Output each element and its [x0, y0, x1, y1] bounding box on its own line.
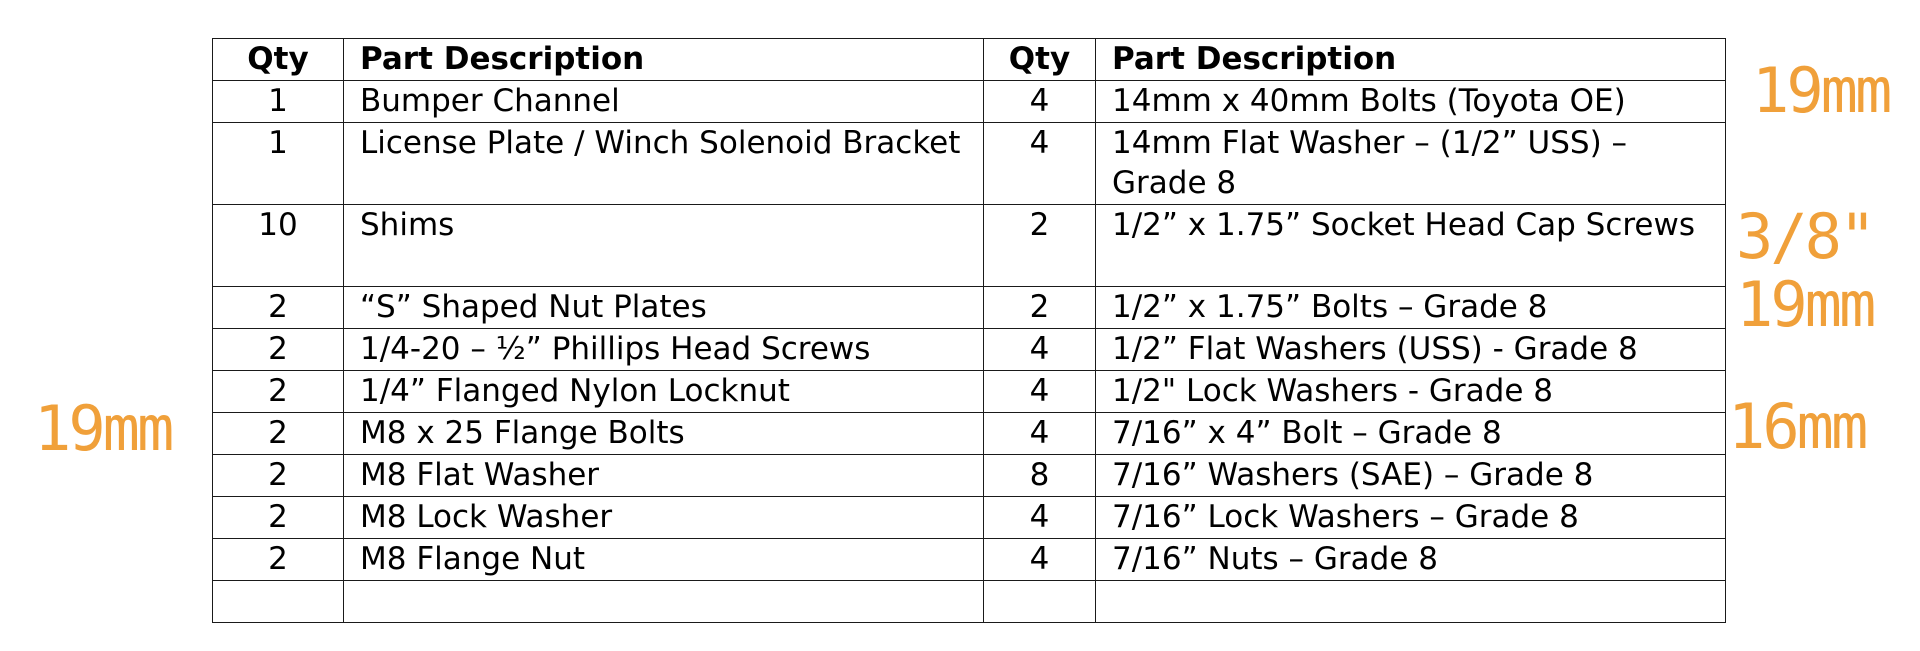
part-description-cell-right: 7/16” Lock Washers – Grade 8: [1096, 497, 1726, 539]
table-row: [213, 539, 1726, 581]
part-description-cell-left: M8 x 25 Flange Bolts: [344, 413, 984, 455]
part-description-cell-left-empty: [344, 581, 984, 623]
part-description-cell-left: M8 Flat Washer: [344, 455, 984, 497]
qty-cell-right: 4: [984, 497, 1096, 539]
part-description-cell-right: 7/16” x 4” Bolt – Grade 8: [1096, 413, 1726, 455]
qty-cell-left: 2: [213, 329, 344, 371]
qty-cell-right: 4: [984, 371, 1096, 413]
qty-cell-right: 4: [984, 413, 1096, 455]
part-description-cell-left: Shims: [344, 205, 984, 287]
size-annotation-right-19mm-top: 19mm: [1752, 54, 1890, 127]
qty-cell-right: 4: [984, 539, 1096, 581]
table-row: [213, 123, 1726, 205]
part-description-cell-right: 1/2" Lock Washers - Grade 8: [1096, 371, 1726, 413]
table-row: [213, 329, 1726, 371]
size-annotation-right-16mm: 16mm: [1728, 390, 1866, 463]
table-row: [213, 205, 1726, 287]
qty-cell-right: 4: [984, 81, 1096, 123]
size-annotation-left-19mm: 19mm: [34, 392, 172, 465]
qty-cell-right: 4: [984, 329, 1096, 371]
part-description-cell-right: 7/16” Washers (SAE) – Grade 8: [1096, 455, 1726, 497]
qty-cell-left-empty: [213, 581, 344, 623]
part-description-cell-left: M8 Flange Nut: [344, 539, 984, 581]
size-annotation-right-3-8-inch: 3/8": [1736, 200, 1874, 273]
table-row: [213, 371, 1726, 413]
part-description-cell-left: 1/4-20 – ½” Phillips Head Screws: [344, 329, 984, 371]
qty-header-right: Qty: [984, 39, 1096, 81]
qty-cell-left: 1: [213, 81, 344, 123]
qty-cell-left: 2: [213, 371, 344, 413]
part-description-cell-left: Bumper Channel: [344, 81, 984, 123]
qty-cell-left: 2: [213, 539, 344, 581]
qty-cell-left: 1: [213, 123, 344, 205]
part-description-cell-right: 1/2” Flat Washers (USS) - Grade 8: [1096, 329, 1726, 371]
table-row: [213, 287, 1726, 329]
qty-cell-left: 2: [213, 497, 344, 539]
part-description-cell-left: M8 Lock Washer: [344, 497, 984, 539]
qty-cell-right-empty: [984, 581, 1096, 623]
qty-cell-right: 8: [984, 455, 1096, 497]
part-description-header-left: Part Description: [344, 39, 984, 81]
part-description-cell-right: 14mm x 40mm Bolts (Toyota OE): [1096, 81, 1726, 123]
qty-header-left: Qty: [213, 39, 344, 81]
part-description-cell-left: “S” Shaped Nut Plates: [344, 287, 984, 329]
size-annotation-right-19mm-mid: 19mm: [1736, 268, 1874, 341]
part-description-cell-right-empty: [1096, 581, 1726, 623]
qty-cell-right: 4: [984, 123, 1096, 205]
qty-cell-left: 2: [213, 287, 344, 329]
parts-table: [212, 38, 1726, 623]
part-description-cell-left: 1/4” Flanged Nylon Locknut: [344, 371, 984, 413]
part-description-cell-right: 14mm Flat Washer – (1/2” USS) – Grade 8: [1096, 123, 1726, 205]
table-header-row: [213, 39, 1726, 81]
table-row: [213, 413, 1726, 455]
part-description-cell-right: 1/2” x 1.75” Bolts – Grade 8: [1096, 287, 1726, 329]
table-row: [213, 81, 1726, 123]
part-description-header-right: Part Description: [1096, 39, 1726, 81]
part-description-cell-right: 7/16” Nuts – Grade 8: [1096, 539, 1726, 581]
qty-cell-right: 2: [984, 287, 1096, 329]
table-row-empty: [213, 581, 1726, 623]
qty-cell-right: 2: [984, 205, 1096, 287]
part-description-cell-left: License Plate / Winch Solenoid Bracket: [344, 123, 984, 205]
table-row: [213, 455, 1726, 497]
qty-cell-left: 2: [213, 413, 344, 455]
qty-cell-left: 10: [213, 205, 344, 287]
table-row: [213, 497, 1726, 539]
qty-cell-left: 2: [213, 455, 344, 497]
part-description-cell-right: 1/2” x 1.75” Socket Head Cap Screws: [1096, 205, 1726, 287]
